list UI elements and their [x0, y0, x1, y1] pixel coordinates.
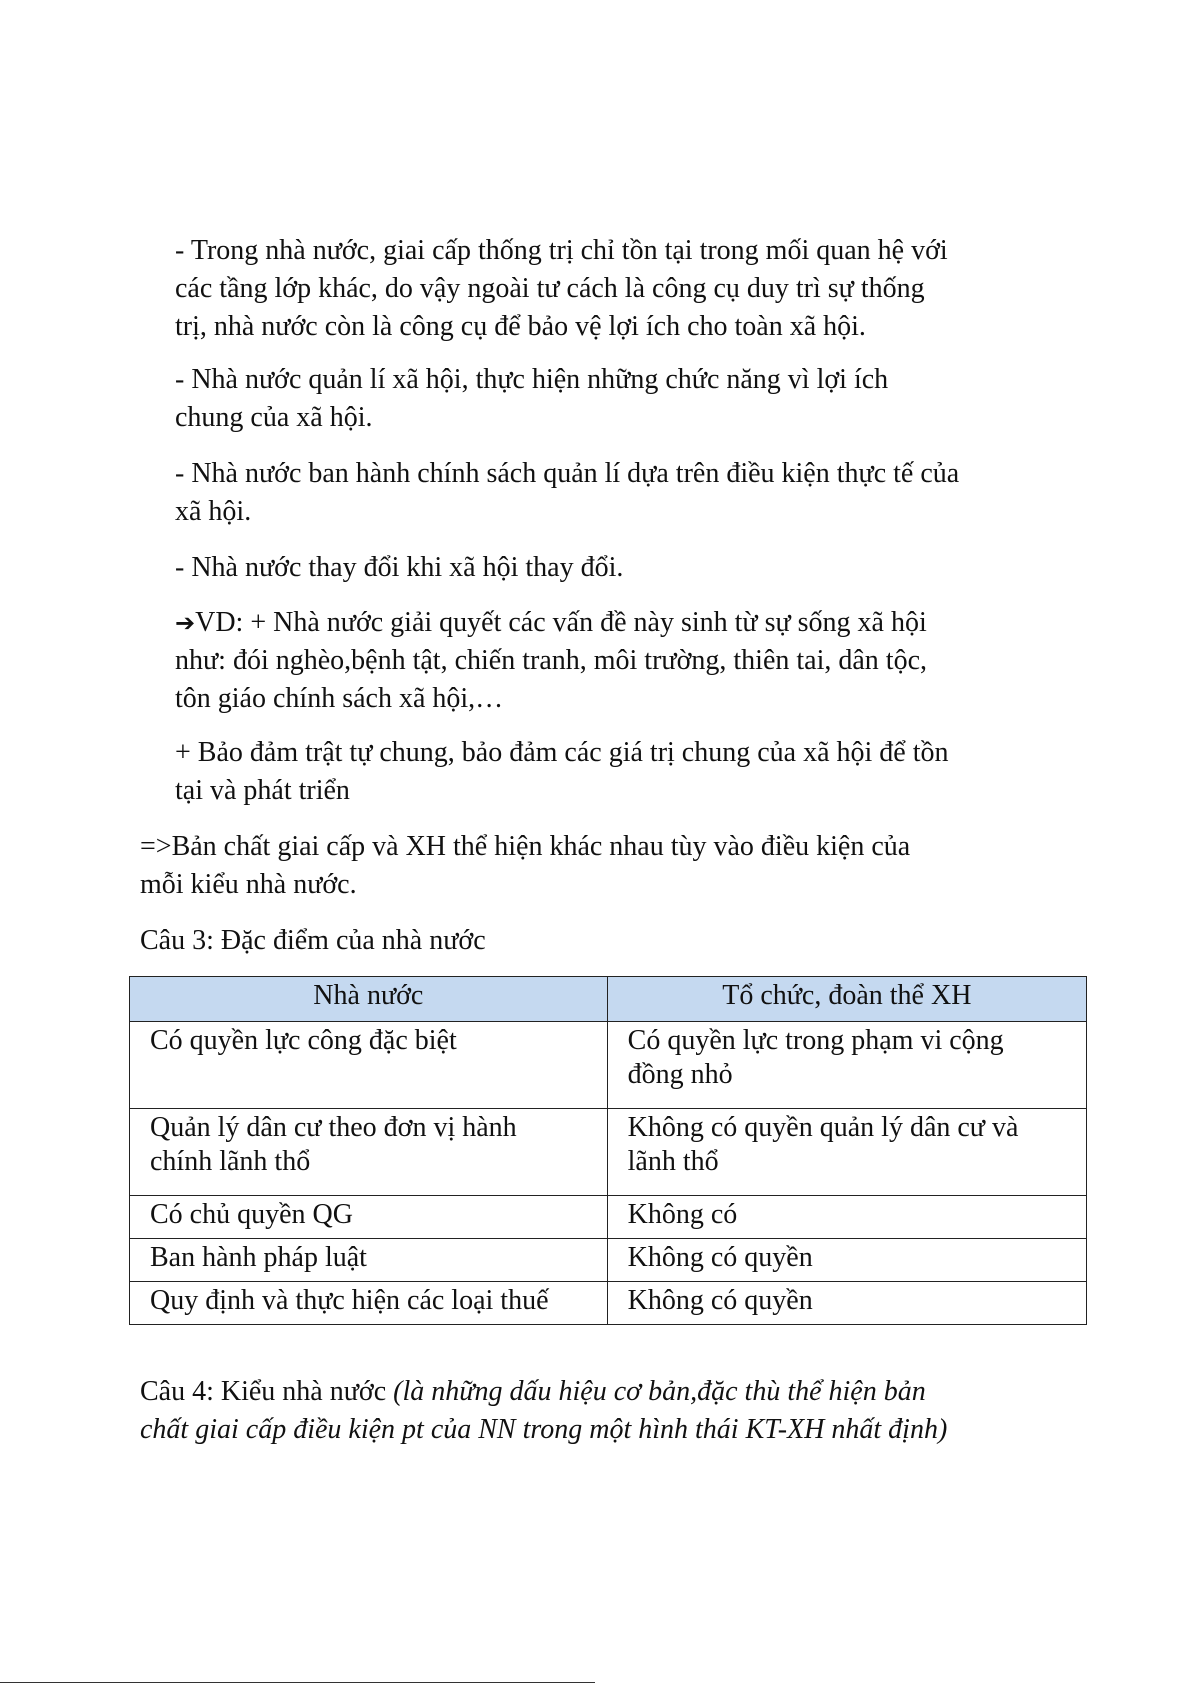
arrow-right-icon: ➔: [175, 609, 196, 637]
text-line: [140, 1373, 1090, 1411]
text-line: + Bảo đảm trật tự chung, bảo đảm các giá trị chung của xã hội để tồn: [175, 737, 949, 768]
paragraph-ruling-class: [175, 232, 1075, 346]
table-cell: [607, 1022, 1086, 1109]
comparison-table: [129, 976, 1087, 1325]
table-cell: [607, 1196, 1086, 1239]
cell-text: Không có quyền quản lý dân cư và: [627, 1112, 1019, 1143]
paragraph-manage-society: [175, 361, 1075, 437]
cell-text: Không có quyền: [627, 1242, 813, 1273]
text-line: như: đói nghèo,bệnh tật, chiến tranh, môi trường, thiên tai, dân tộc,: [175, 645, 927, 676]
text-line: tôn giáo chính sách xã hội,…: [175, 683, 504, 714]
table-cell: [130, 1282, 608, 1325]
table-row: [130, 1109, 1087, 1196]
table-row: [130, 1196, 1087, 1239]
text-line: =>Bản chất giai cấp và XH thể hiện khác nhau tùy vào điều kiện của: [140, 831, 911, 862]
header-state: Nhà nước: [130, 977, 608, 1022]
cell-text: Không có: [627, 1199, 738, 1230]
table-cell: [130, 1022, 608, 1109]
table-cell: [130, 1239, 608, 1282]
text-line: - Nhà nước thay đổi khi xã hội thay đổi.: [175, 552, 624, 583]
cell-text: đồng nhỏ: [627, 1059, 733, 1090]
table-cell: [130, 1109, 608, 1196]
paragraph-example: [175, 604, 1075, 718]
cell-text: Quy định và thực hiện các loại thuế: [150, 1285, 549, 1316]
cell-text: Có chủ quyền QG: [150, 1199, 353, 1230]
cell-text: Không có quyền: [627, 1285, 813, 1316]
text-line: xã hội.: [175, 496, 252, 527]
text-line: - Nhà nước quản lí xã hội, thực hiện những chức năng vì lợi ích: [175, 364, 889, 395]
text-line: Câu 3: Đặc điểm của nhà nước: [140, 925, 486, 956]
footer-rule: [0, 1682, 595, 1683]
example-text: VD: + Nhà nước giải quyết các vấn đề này sinh từ sự sống xã hội: [195, 607, 927, 638]
table-cell: [607, 1109, 1086, 1196]
cell-text: Có quyền lực công đặc biệt: [150, 1025, 457, 1056]
text-line: chung của xã hội.: [175, 402, 373, 433]
text-line: các tầng lớp khác, do vậy ngoài tư cách là công cụ duy trì sự thống: [175, 273, 925, 304]
cell-text: Có quyền lực trong phạm vi cộng: [627, 1025, 1004, 1056]
table-row: [130, 1022, 1087, 1109]
table-cell: [607, 1239, 1086, 1282]
cell-text: lãnh thổ: [627, 1146, 719, 1177]
paragraph-conclusion: [140, 828, 1090, 904]
table-row: [130, 1282, 1087, 1325]
paragraph-state-changes: [175, 549, 1075, 587]
heading-cau-4: [140, 1373, 1090, 1449]
cell-text: Ban hành pháp luật: [150, 1242, 367, 1273]
cau4-definition: (là những dấu hiệu cơ bản,đặc thù thể hiện bản: [393, 1376, 926, 1407]
heading-cau-3: [140, 922, 1090, 960]
header-social-org: Tổ chức, đoàn thể XH: [607, 977, 1086, 1022]
cau4-prefix: Câu 4: Kiểu nhà nước: [140, 1376, 394, 1407]
cell-text: Quản lý dân cư theo đơn vị hành: [150, 1112, 517, 1143]
table-row: [130, 1239, 1087, 1282]
text-line: chất giai cấp điều kiện pt của NN trong một hình thái KT-XH nhất định): [140, 1414, 948, 1445]
text-line: [175, 604, 1075, 642]
table-header-row: [130, 977, 1087, 1022]
text-line: - Trong nhà nước, giai cấp thống trị chỉ tồn tại trong mối quan hệ với: [175, 235, 948, 266]
table-cell: [130, 1196, 608, 1239]
text-line: trị, nhà nước còn là công cụ để bảo vệ lợi ích cho toàn xã hội.: [175, 311, 866, 342]
cell-text: chính lãnh thổ: [150, 1146, 311, 1177]
text-line: tại và phát triển: [175, 775, 350, 806]
table-cell: [607, 1282, 1086, 1325]
paragraph-policy: [175, 455, 1075, 531]
text-line: - Nhà nước ban hành chính sách quản lí dựa trên điều kiện thực tế của: [175, 458, 960, 489]
text-line: mỗi kiểu nhà nước.: [140, 869, 357, 900]
paragraph-order: [175, 734, 1075, 810]
